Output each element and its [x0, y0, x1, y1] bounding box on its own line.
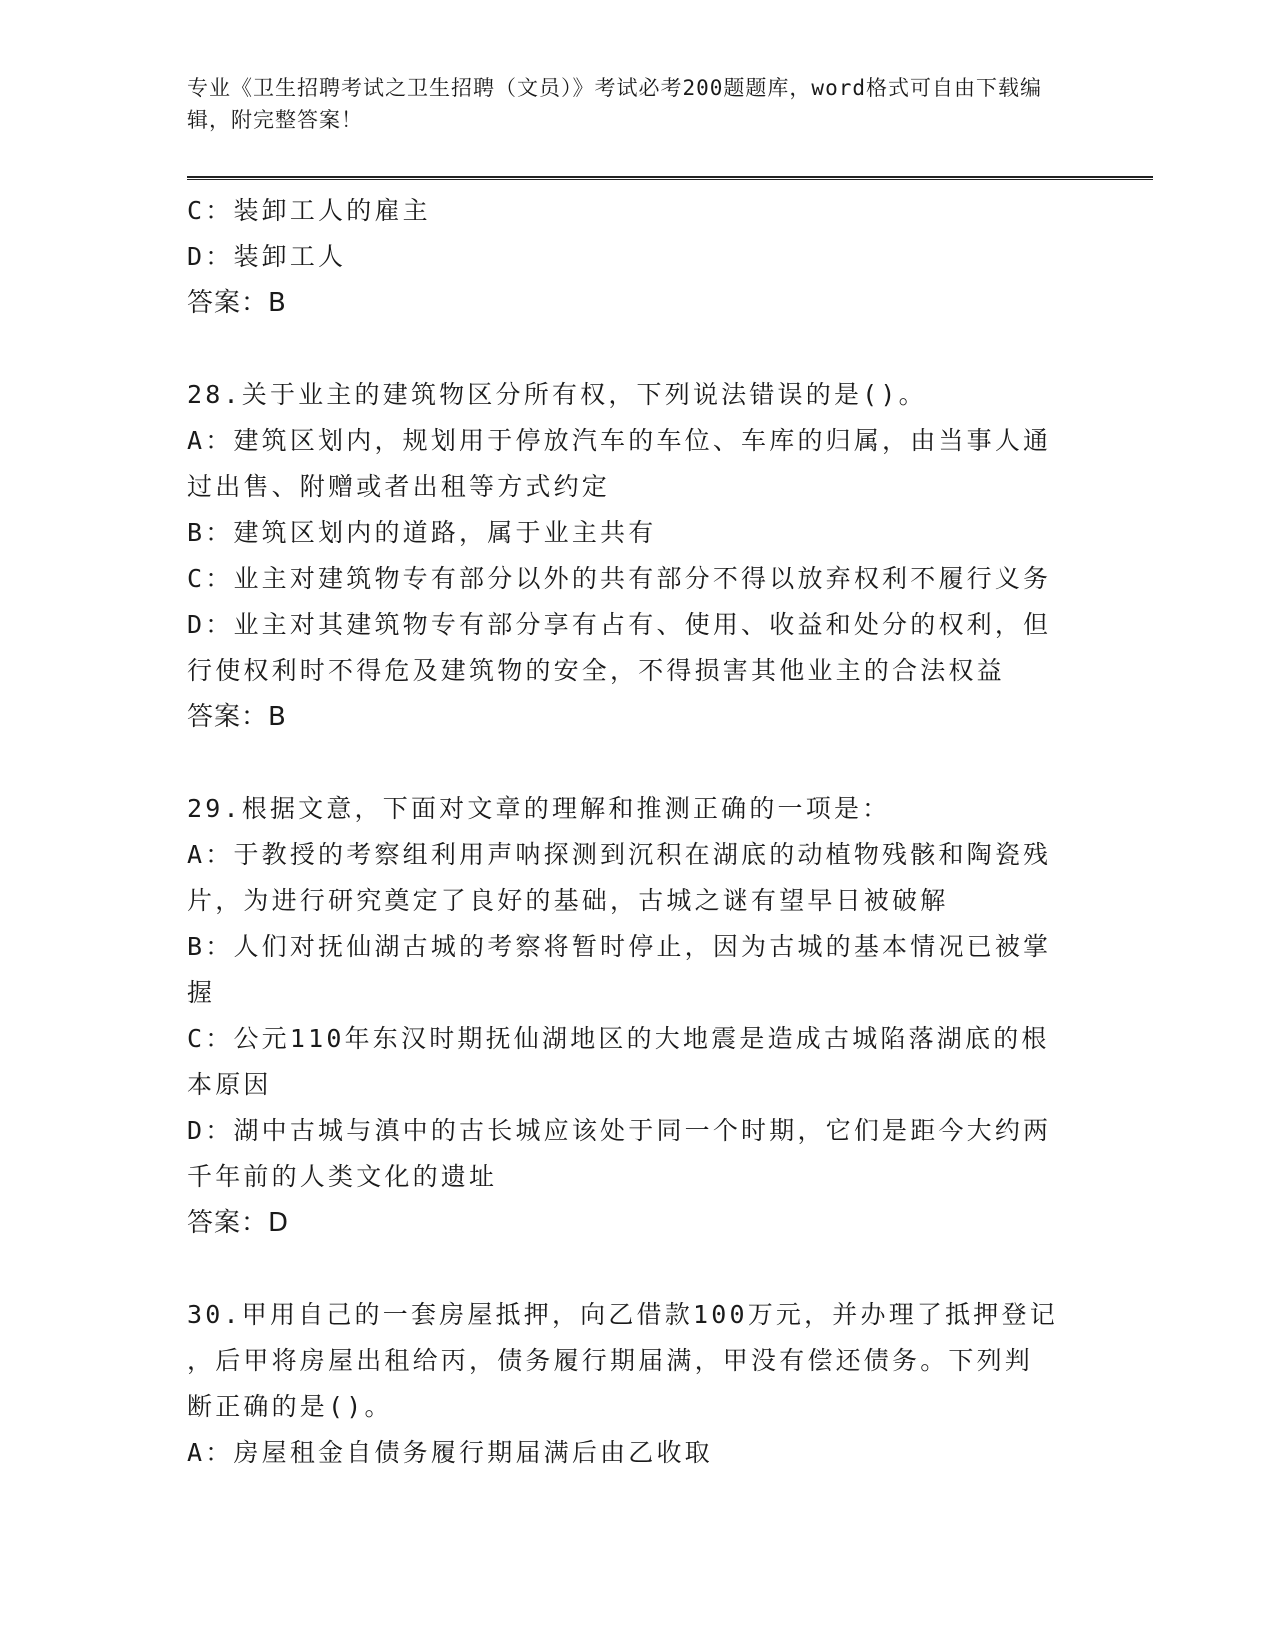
- option-line: 行使权利时不得危及建筑物的安全，不得损害其他业主的合法权益: [187, 656, 1005, 685]
- option-line: B：人们对抚仙湖古城的考察将暂时停止，因为古城的基本情况已被掌: [187, 932, 1052, 961]
- spacer: [187, 326, 1087, 372]
- document-body: [187, 188, 1087, 1476]
- option-line: A：建筑区划内，规划用于停放汽车的车位、车库的归属，由当事人通: [187, 426, 1052, 455]
- option-line: A：于教授的考察组利用声呐探测到沉积在湖底的动植物残骸和陶瓷残: [187, 840, 1052, 869]
- question-stem: 30.甲用自己的一套房屋抵押，向乙借款100万元，并办理了抵押登记: [187, 1300, 1058, 1329]
- question-28: [187, 372, 1087, 740]
- page-header: 专业《卫生招聘考试之卫生招聘（文员）》考试必考200题题库，word格式可自由下载编辑，附完整答案！: [187, 76, 1042, 132]
- option-line: 千年前的人类文化的遗址: [187, 1162, 498, 1191]
- question-stem: ，后甲将房屋出租给丙，债务履行期届满，甲没有偿还债务。下列判: [187, 1346, 1034, 1375]
- option-line: C：业主对建筑物专有部分以外的共有部分不得以放弃权利不履行义务: [187, 564, 1052, 593]
- option-line: D：湖中古城与滇中的古长城应该处于同一个时期，它们是距今大约两: [187, 1116, 1052, 1145]
- header-divider: [187, 176, 1153, 180]
- answer-line: 答案：B: [187, 288, 287, 318]
- option-line: 过出售、附赠或者出租等方式约定: [187, 472, 611, 501]
- option-line: 片，为进行研究奠定了良好的基础，古城之谜有望早日被破解: [187, 886, 949, 915]
- option-line: 握: [187, 978, 216, 1007]
- option-line: 本原因: [187, 1070, 272, 1099]
- question-stem: 28.关于业主的建筑物区分所有权，下列说法错误的是()。: [187, 380, 927, 409]
- option-line: D：业主对其建筑物专有部分享有占有、使用、收益和处分的权利，但: [187, 610, 1052, 639]
- option-line: C：公元110年东汉时期抚仙湖地区的大地震是造成古城陷落湖底的根: [187, 1024, 1050, 1053]
- prev-question-tail: [187, 188, 1087, 326]
- spacer: [187, 740, 1087, 786]
- question-29: [187, 786, 1087, 1246]
- question-stem: 29.根据文意，下面对文章的理解和推测正确的一项是：: [187, 794, 891, 823]
- option-line: D：装卸工人: [187, 242, 347, 271]
- option-line: A：房屋租金自债务履行期届满后由乙收取: [187, 1438, 713, 1467]
- option-line: B：建筑区划内的道路，属于业主共有: [187, 518, 657, 547]
- spacer: [187, 1246, 1087, 1292]
- answer-line: 答案：D: [187, 1208, 290, 1238]
- question-30: [187, 1292, 1087, 1476]
- option-line: C：装卸工人的雇主: [187, 196, 431, 225]
- question-stem: 断正确的是()。: [187, 1392, 393, 1421]
- answer-line: 答案：B: [187, 702, 287, 732]
